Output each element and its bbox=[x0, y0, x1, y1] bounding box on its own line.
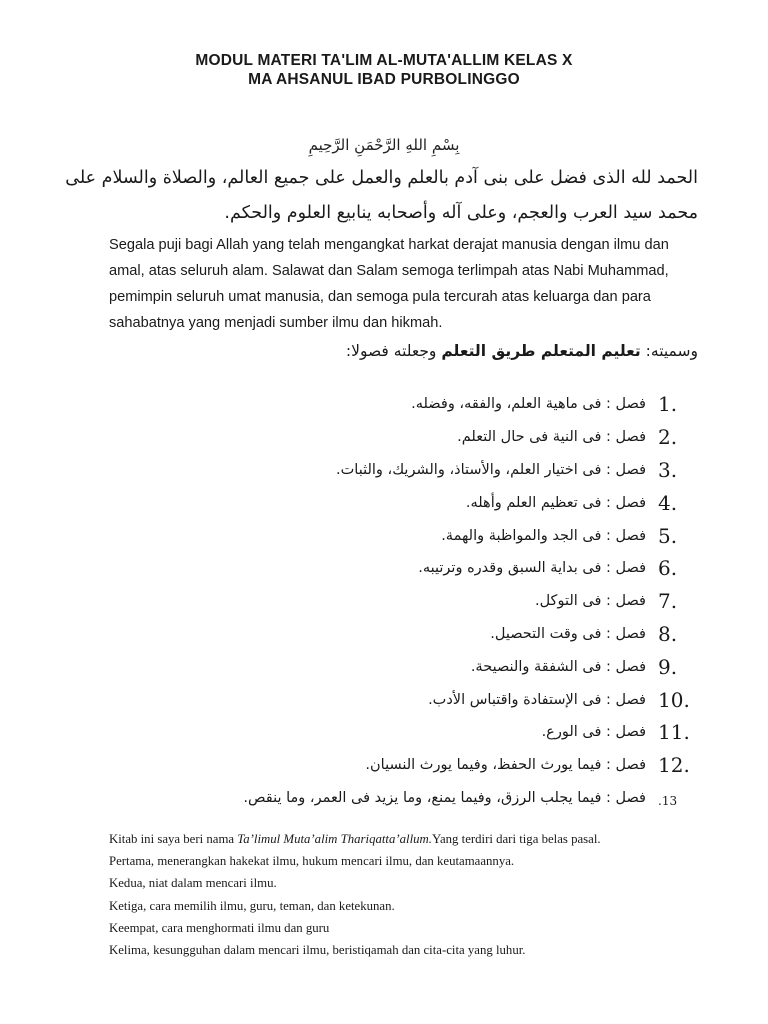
list-item bbox=[112, 782, 712, 815]
book-naming-line bbox=[346, 342, 698, 360]
summary-pre: Kitab ini saya beri nama bbox=[109, 832, 238, 846]
list-item bbox=[112, 716, 712, 749]
list-item bbox=[112, 454, 712, 487]
chapter-number: 12. bbox=[658, 753, 690, 778]
indonesian-intro-line: sahabatnya yang menjadi sumber ilmu dan hikmah. bbox=[109, 315, 443, 331]
chapter-number: 4. bbox=[658, 490, 678, 515]
chapter-text: فصل : فى ماهية العلم، والفقه، وفضله. bbox=[411, 396, 646, 413]
list-item bbox=[112, 650, 712, 683]
chapter-list bbox=[112, 388, 712, 814]
list-item bbox=[112, 683, 712, 716]
list-item bbox=[112, 486, 712, 519]
naming-prefix: وسميته: bbox=[645, 342, 698, 360]
chapter-number: 7. bbox=[658, 589, 678, 614]
list-item bbox=[112, 388, 712, 421]
summary-line bbox=[109, 828, 729, 850]
chapter-text: فصل : فى تعظيم العلم وأهله. bbox=[465, 494, 646, 511]
chapter-number: 3. bbox=[658, 457, 678, 482]
basmala: بِسْمِ اللهِ الرَّحْمَنِ الرَّحِيمِ bbox=[308, 136, 460, 154]
book-title-latin: Ta’limul Muta’alim Thariqatta’allum. bbox=[237, 832, 432, 846]
summary-line: Kedua, niat dalam mencari ilmu. bbox=[109, 876, 277, 891]
document-title-line2: MA AHSANUL IBAD PURBOLINGGO bbox=[248, 71, 520, 88]
indonesian-intro bbox=[109, 232, 709, 336]
list-item bbox=[112, 421, 712, 454]
chapter-text: فصل : فى الجد والمواظبة والهمة. bbox=[441, 527, 646, 544]
chapter-text: فصل : فى الشفقة والنصيحة. bbox=[470, 658, 646, 675]
list-item bbox=[112, 519, 712, 552]
chapter-number: 10. bbox=[658, 687, 690, 712]
chapter-number: 8. bbox=[658, 621, 678, 646]
list-item bbox=[112, 749, 712, 782]
summary-line: Keempat, cara menghormati ilmu dan guru bbox=[109, 920, 330, 935]
summary-line: Kelima, kesungguhan dalam mencari ilmu, beristiqamah dan cita-cita yang luhur. bbox=[109, 943, 526, 958]
chapter-number: .13 bbox=[658, 793, 678, 808]
arabic-intro-line1: الحمد لله الذى فضل على بنى آدم بالعلم والعمل على جميع العالم، والصلاة والسلام على bbox=[65, 168, 698, 188]
chapter-text: فصل : فى بداية السبق وقدره وترتيبه. bbox=[418, 560, 646, 577]
chapter-number: 6. bbox=[658, 556, 678, 581]
indonesian-intro-line: Segala puji bagi Allah yang telah mengangkat harkat derajat manusia dengan ilmu dan bbox=[109, 237, 669, 253]
indonesian-intro-line: pemimpin seluruh umat manusia, dan semoga pula tercurah atas keluarga dan para bbox=[109, 289, 651, 305]
chapter-number: 5. bbox=[658, 523, 678, 548]
chapter-text: فصل : فيما يجلب الرزق، وفيما يمنع، وما يزيد فى العمر، وما ينقص. bbox=[243, 789, 646, 806]
summary-line: Ketiga, cara memilih ilmu, guru, teman, dan ketekunan. bbox=[109, 898, 395, 913]
chapter-text: فصل : فى التوكل. bbox=[534, 593, 646, 610]
chapter-number: 1. bbox=[658, 392, 678, 417]
chapter-text: فصل : فى وقت التحصيل. bbox=[490, 625, 646, 642]
arabic-intro-line2: محمد سيد العرب والعجم، وعلى آله وأصحابه ينابيع العلوم والحكم. bbox=[224, 203, 698, 223]
indonesian-summary bbox=[109, 828, 729, 961]
summary-post: Yang terdiri dari tiga belas pasal. bbox=[432, 832, 601, 846]
list-item bbox=[112, 585, 712, 618]
chapter-text: فصل : فيما يورث الحفظ، وفيما يورث النسيان. bbox=[365, 757, 646, 774]
book-title-arabic: تعليم المتعلم طريق التعلم bbox=[441, 342, 641, 360]
summary-line: Pertama, menerangkan hakekat ilmu, hukum mencari ilmu, dan keutamaannya. bbox=[109, 854, 515, 869]
chapter-text: فصل : فى النية فى حال التعلم. bbox=[457, 429, 646, 446]
list-item bbox=[112, 552, 712, 585]
chapter-number: 9. bbox=[658, 654, 678, 679]
indonesian-intro-line: amal, atas seluruh alam. Salawat dan Salam semoga terlimpah atas Nabi Muhammad, bbox=[109, 263, 669, 279]
chapter-number: 11. bbox=[658, 720, 690, 745]
naming-suffix: وجعلته فصولا: bbox=[345, 342, 437, 360]
chapter-text: فصل : فى اختيار العلم، والأستاذ، والشريك، والثبات. bbox=[336, 461, 646, 478]
chapter-number: 2. bbox=[658, 425, 678, 450]
chapter-text: فصل : فى الإستفادة واقتباس الأدب. bbox=[428, 691, 646, 708]
chapter-text: فصل : فى الورع. bbox=[541, 724, 646, 741]
list-item bbox=[112, 618, 712, 651]
document-title-line1: MODUL MATERI TA'LIM AL-MUTA'ALLIM KELAS X bbox=[195, 52, 573, 69]
